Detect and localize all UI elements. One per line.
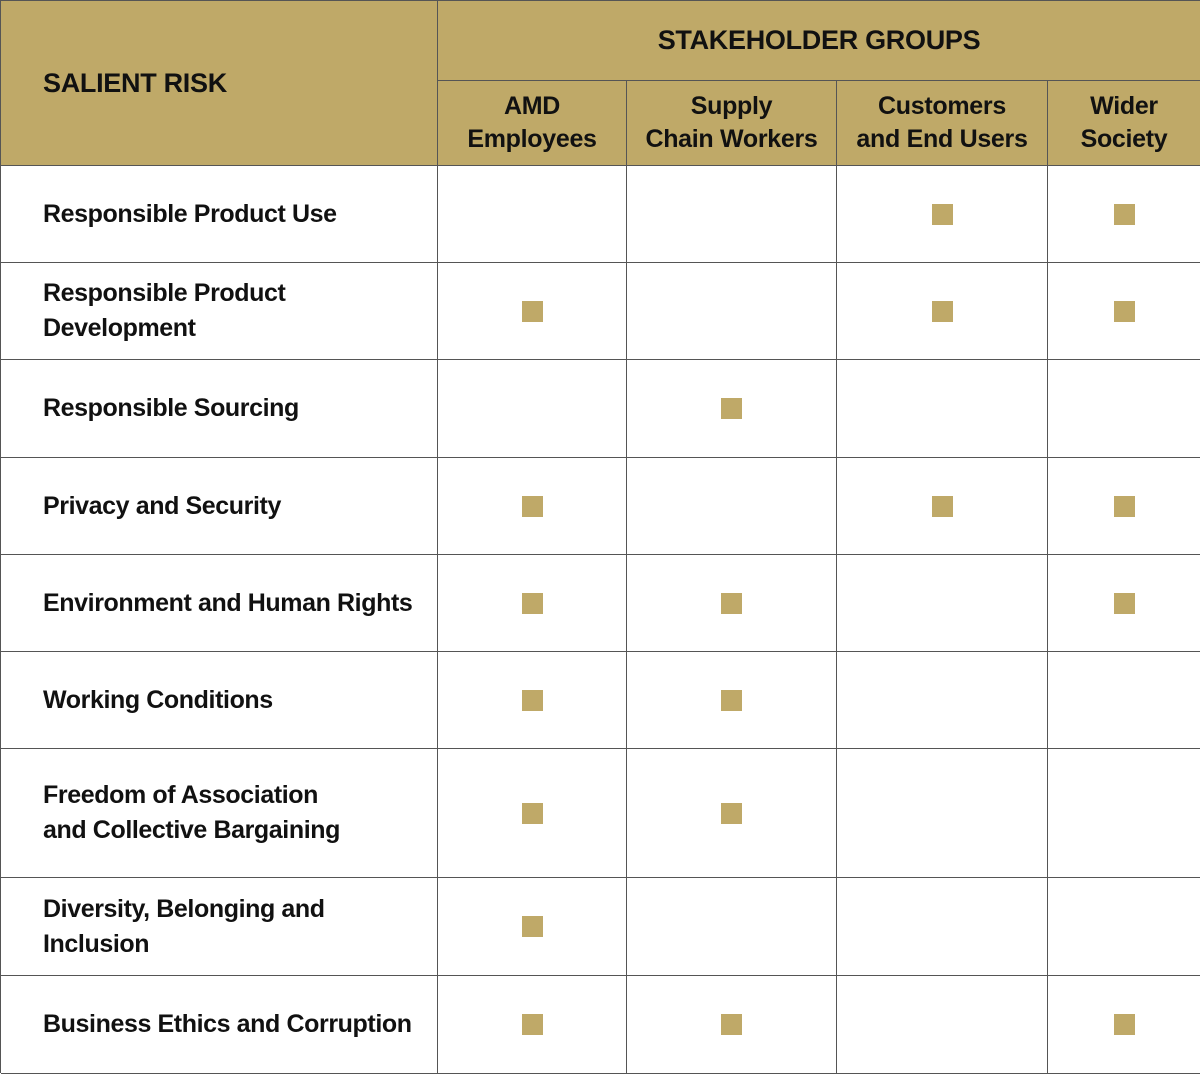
square-marker-icon bbox=[721, 803, 742, 824]
group-header-label: Supply Chain Workers bbox=[645, 92, 818, 153]
matrix-cell bbox=[837, 360, 1048, 458]
risk-label: Responsible Sourcing bbox=[1, 360, 438, 458]
square-marker-icon bbox=[1114, 496, 1135, 517]
matrix-cell bbox=[837, 652, 1048, 749]
matrix-cell bbox=[1048, 360, 1200, 458]
matrix-cell bbox=[837, 263, 1048, 360]
group-header-label: Customers and End Users bbox=[856, 92, 1028, 153]
group-header-label: AMD Employees bbox=[467, 92, 597, 153]
matrix-cell bbox=[627, 263, 837, 360]
matrix-cell bbox=[627, 166, 837, 263]
square-marker-icon bbox=[721, 593, 742, 614]
square-marker-icon bbox=[522, 690, 543, 711]
stakeholder-groups-header bbox=[438, 1, 1200, 81]
salient-risk-header bbox=[1, 1, 438, 166]
square-marker-icon bbox=[932, 301, 953, 322]
risk-label: Diversity, Belonging and Inclusion bbox=[1, 878, 438, 976]
square-marker-icon bbox=[1114, 301, 1135, 322]
salient-risk-header-label: SALIENT RISK bbox=[43, 67, 227, 98]
group-header-customers-end-users bbox=[837, 81, 1048, 166]
matrix-cell bbox=[438, 166, 627, 263]
group-header-supply-chain-workers bbox=[627, 81, 837, 166]
risk-label: Responsible Product Development bbox=[1, 263, 438, 360]
matrix-cell bbox=[837, 458, 1048, 555]
risk-label: Business Ethics and Corruption bbox=[1, 976, 438, 1074]
matrix-cell bbox=[438, 263, 627, 360]
risk-label: Responsible Product Use bbox=[1, 166, 438, 263]
stakeholder-groups-header-label: STAKEHOLDER GROUPS bbox=[657, 25, 981, 55]
matrix-cell bbox=[438, 749, 627, 878]
group-header-amd-employees bbox=[438, 81, 627, 166]
square-marker-icon bbox=[721, 398, 742, 419]
square-marker-icon bbox=[522, 1014, 543, 1035]
matrix-cell bbox=[837, 166, 1048, 263]
matrix-cell bbox=[1048, 555, 1200, 652]
matrix-cell bbox=[627, 878, 837, 976]
matrix-cell bbox=[1048, 652, 1200, 749]
matrix-cell bbox=[627, 458, 837, 555]
matrix-cell bbox=[438, 360, 627, 458]
group-header-wider-society bbox=[1048, 81, 1200, 166]
square-marker-icon bbox=[522, 496, 543, 517]
square-marker-icon bbox=[522, 301, 543, 322]
risk-label: Privacy and Security bbox=[1, 458, 438, 555]
risk-label: Environment and Human Rights bbox=[1, 555, 438, 652]
square-marker-icon bbox=[1114, 204, 1135, 225]
matrix-cell bbox=[837, 749, 1048, 878]
square-marker-icon bbox=[932, 204, 953, 225]
matrix-cell bbox=[438, 878, 627, 976]
square-marker-icon bbox=[721, 690, 742, 711]
square-marker-icon bbox=[721, 1014, 742, 1035]
group-header-label: Wider Society bbox=[1080, 92, 1168, 153]
square-marker-icon bbox=[1114, 1014, 1135, 1035]
square-marker-icon bbox=[522, 803, 543, 824]
matrix-cell bbox=[627, 652, 837, 749]
matrix-cell bbox=[438, 976, 627, 1074]
matrix-cell bbox=[627, 976, 837, 1074]
square-marker-icon bbox=[932, 496, 953, 517]
risk-label: Working Conditions bbox=[1, 652, 438, 749]
matrix-cell bbox=[1048, 878, 1200, 976]
square-marker-icon bbox=[1114, 593, 1135, 614]
matrix-cell bbox=[837, 878, 1048, 976]
matrix-cell bbox=[1048, 976, 1200, 1074]
matrix-cell bbox=[627, 360, 837, 458]
matrix-cell bbox=[438, 458, 627, 555]
matrix-cell bbox=[1048, 458, 1200, 555]
risk-label: Freedom of Association and Collective Bargaining bbox=[1, 749, 438, 878]
matrix-cell bbox=[1048, 749, 1200, 878]
matrix-cell bbox=[627, 555, 837, 652]
square-marker-icon bbox=[522, 593, 543, 614]
square-marker-icon bbox=[522, 916, 543, 937]
matrix-cell bbox=[438, 555, 627, 652]
matrix-cell bbox=[438, 652, 627, 749]
matrix-cell bbox=[837, 555, 1048, 652]
matrix-cell bbox=[1048, 166, 1200, 263]
matrix-cell bbox=[1048, 263, 1200, 360]
matrix-cell bbox=[627, 749, 837, 878]
matrix-cell bbox=[837, 976, 1048, 1074]
